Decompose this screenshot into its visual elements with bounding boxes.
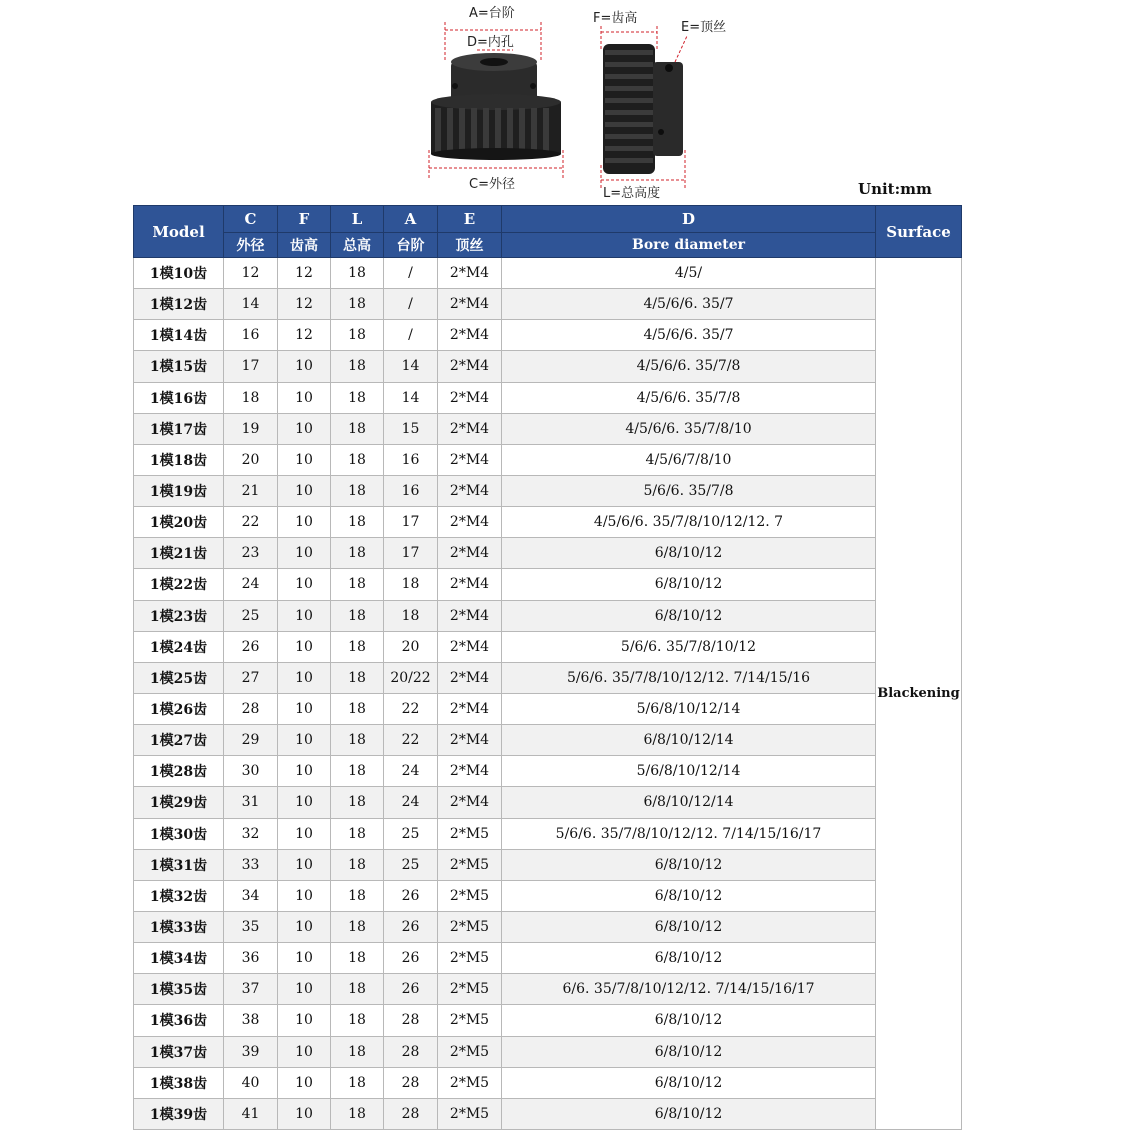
cell-c: 36 <box>224 943 278 974</box>
cell-model: 1模18齿 <box>134 444 224 475</box>
cell-model: 1模22齿 <box>134 569 224 600</box>
cell-a: 24 <box>384 756 438 787</box>
cell-f: 10 <box>278 444 331 475</box>
cell-model: 1模16齿 <box>134 382 224 413</box>
table-row <box>134 1036 962 1067</box>
cell-c: 38 <box>224 1005 278 1036</box>
cell-l: 18 <box>331 693 384 724</box>
cell-model: 1模39齿 <box>134 1098 224 1129</box>
header-f: F <box>278 206 331 233</box>
header-c-sub: 外径 <box>224 233 278 258</box>
cell-e: 2*M4 <box>438 569 502 600</box>
cell-model: 1模34齿 <box>134 943 224 974</box>
cell-a: 22 <box>384 693 438 724</box>
cell-e: 2*M4 <box>438 725 502 756</box>
cell-a: / <box>384 289 438 320</box>
cell-l: 18 <box>331 475 384 506</box>
table-row <box>134 818 962 849</box>
cell-a: 14 <box>384 382 438 413</box>
table-row <box>134 943 962 974</box>
cell-d: 5/6/6. 35/7/8 <box>502 475 876 506</box>
cell-f: 10 <box>278 351 331 382</box>
cell-e: 2*M4 <box>438 351 502 382</box>
cell-a: / <box>384 320 438 351</box>
label-f: F=齿高 <box>593 11 638 26</box>
cell-a: 24 <box>384 787 438 818</box>
table-row <box>134 444 962 475</box>
header-surface: Surface <box>876 206 962 258</box>
cell-l: 18 <box>331 1098 384 1129</box>
cell-l: 18 <box>331 351 384 382</box>
cell-l: 18 <box>331 444 384 475</box>
cell-a: 20/22 <box>384 662 438 693</box>
cell-e: 2*M4 <box>438 382 502 413</box>
cell-l: 18 <box>331 600 384 631</box>
header-a: A <box>384 206 438 233</box>
cell-model: 1模21齿 <box>134 538 224 569</box>
cell-e: 2*M5 <box>438 974 502 1005</box>
table-row <box>134 880 962 911</box>
cell-l: 18 <box>331 507 384 538</box>
cell-e: 2*M4 <box>438 662 502 693</box>
cell-f: 12 <box>278 289 331 320</box>
cell-d: 6/8/10/12 <box>502 880 876 911</box>
cell-l: 18 <box>331 320 384 351</box>
cell-c: 39 <box>224 1036 278 1067</box>
cell-e: 2*M5 <box>438 943 502 974</box>
cell-d: 4/5/6/6. 35/7/8 <box>502 351 876 382</box>
cell-e: 2*M4 <box>438 475 502 506</box>
cell-e: 2*M4 <box>438 693 502 724</box>
cell-d: 4/5/6/6. 35/7/8/10 <box>502 413 876 444</box>
cell-d: 5/6/8/10/12/14 <box>502 693 876 724</box>
cell-a: 28 <box>384 1098 438 1129</box>
cell-c: 29 <box>224 725 278 756</box>
cell-a: 22 <box>384 725 438 756</box>
cell-e: 2*M4 <box>438 538 502 569</box>
table-row <box>134 600 962 631</box>
cell-l: 18 <box>331 849 384 880</box>
cell-d: 4/5/6/6. 35/7/8 <box>502 382 876 413</box>
gear-diagram <box>425 0 735 205</box>
cell-e: 2*M5 <box>438 1005 502 1036</box>
cell-c: 24 <box>224 569 278 600</box>
cell-a: 26 <box>384 880 438 911</box>
table-row <box>134 475 962 506</box>
cell-f: 10 <box>278 382 331 413</box>
cell-d: 6/8/10/12 <box>502 538 876 569</box>
table-row <box>134 569 962 600</box>
cell-l: 18 <box>331 413 384 444</box>
table-row <box>134 974 962 1005</box>
cell-e: 2*M4 <box>438 631 502 662</box>
cell-c: 34 <box>224 880 278 911</box>
cell-model: 1模32齿 <box>134 880 224 911</box>
cell-f: 10 <box>278 943 331 974</box>
cell-c: 27 <box>224 662 278 693</box>
cell-e: 2*M5 <box>438 849 502 880</box>
cell-a: 17 <box>384 538 438 569</box>
cell-surface: Blackening <box>876 258 962 1130</box>
label-a: A=台阶 <box>469 6 515 21</box>
cell-l: 18 <box>331 943 384 974</box>
table-row <box>134 258 962 289</box>
cell-f: 10 <box>278 787 331 818</box>
cell-a: 18 <box>384 600 438 631</box>
table-row <box>134 413 962 444</box>
header-l-sub: 总高 <box>331 233 384 258</box>
cell-f: 12 <box>278 320 331 351</box>
header-d: D <box>502 206 876 233</box>
cell-l: 18 <box>331 569 384 600</box>
cell-e: 2*M5 <box>438 880 502 911</box>
cell-c: 23 <box>224 538 278 569</box>
header-c: C <box>224 206 278 233</box>
cell-a: 26 <box>384 974 438 1005</box>
cell-c: 30 <box>224 756 278 787</box>
table-row <box>134 320 962 351</box>
table-row <box>134 1098 962 1129</box>
cell-c: 14 <box>224 289 278 320</box>
cell-a: / <box>384 258 438 289</box>
cell-model: 1模14齿 <box>134 320 224 351</box>
table-row <box>134 507 962 538</box>
header-d-sub: Bore diameter <box>502 233 876 258</box>
cell-d: 4/5/6/6. 35/7/8/10/12/12. 7 <box>502 507 876 538</box>
header-f-sub: 齿高 <box>278 233 331 258</box>
cell-c: 19 <box>224 413 278 444</box>
cell-f: 10 <box>278 538 331 569</box>
cell-c: 18 <box>224 382 278 413</box>
cell-d: 5/6/8/10/12/14 <box>502 756 876 787</box>
cell-f: 10 <box>278 569 331 600</box>
cell-c: 32 <box>224 818 278 849</box>
cell-d: 4/5/ <box>502 258 876 289</box>
cell-f: 10 <box>278 475 331 506</box>
cell-f: 10 <box>278 725 331 756</box>
cell-f: 10 <box>278 413 331 444</box>
cell-d: 6/8/10/12/14 <box>502 787 876 818</box>
cell-a: 20 <box>384 631 438 662</box>
cell-e: 2*M4 <box>438 507 502 538</box>
unit-label: Unit:mm <box>858 180 932 198</box>
cell-f: 10 <box>278 974 331 1005</box>
cell-f: 10 <box>278 1036 331 1067</box>
cell-a: 25 <box>384 849 438 880</box>
cell-l: 18 <box>331 756 384 787</box>
cell-model: 1模29齿 <box>134 787 224 818</box>
gear-spec-table <box>133 205 962 1130</box>
cell-model: 1模26齿 <box>134 693 224 724</box>
cell-model: 1模35齿 <box>134 974 224 1005</box>
cell-model: 1模36齿 <box>134 1005 224 1036</box>
cell-l: 18 <box>331 538 384 569</box>
cell-model: 1模23齿 <box>134 600 224 631</box>
cell-model: 1模12齿 <box>134 289 224 320</box>
table-row <box>134 693 962 724</box>
cell-e: 2*M4 <box>438 289 502 320</box>
cell-e: 2*M5 <box>438 911 502 942</box>
label-c: C=外径 <box>469 177 515 192</box>
cell-a: 28 <box>384 1067 438 1098</box>
header-a-sub: 台阶 <box>384 233 438 258</box>
cell-l: 18 <box>331 911 384 942</box>
cell-e: 2*M5 <box>438 1067 502 1098</box>
cell-c: 37 <box>224 974 278 1005</box>
cell-a: 17 <box>384 507 438 538</box>
cell-l: 18 <box>331 1005 384 1036</box>
cell-a: 16 <box>384 444 438 475</box>
cell-l: 18 <box>331 974 384 1005</box>
cell-c: 21 <box>224 475 278 506</box>
cell-e: 2*M4 <box>438 444 502 475</box>
cell-l: 18 <box>331 880 384 911</box>
cell-e: 2*M4 <box>438 600 502 631</box>
cell-c: 40 <box>224 1067 278 1098</box>
cell-c: 35 <box>224 911 278 942</box>
table-row <box>134 849 962 880</box>
cell-d: 6/8/10/12/14 <box>502 725 876 756</box>
table-row <box>134 662 962 693</box>
cell-e: 2*M4 <box>438 320 502 351</box>
table-row <box>134 725 962 756</box>
cell-d: 6/8/10/12 <box>502 1036 876 1067</box>
cell-model: 1模15齿 <box>134 351 224 382</box>
header-e-sub: 顶丝 <box>438 233 502 258</box>
cell-f: 10 <box>278 818 331 849</box>
cell-model: 1模37齿 <box>134 1036 224 1067</box>
cell-d: 5/6/6. 35/7/8/10/12 <box>502 631 876 662</box>
cell-d: 4/5/6/6. 35/7 <box>502 320 876 351</box>
cell-e: 2*M4 <box>438 413 502 444</box>
cell-f: 10 <box>278 631 331 662</box>
table-row <box>134 351 962 382</box>
cell-f: 10 <box>278 1005 331 1036</box>
cell-model: 1模17齿 <box>134 413 224 444</box>
cell-a: 25 <box>384 818 438 849</box>
header-e: E <box>438 206 502 233</box>
gear-diagram-svg <box>425 0 735 205</box>
cell-l: 18 <box>331 1067 384 1098</box>
cell-c: 12 <box>224 258 278 289</box>
cell-a: 26 <box>384 911 438 942</box>
cell-model: 1模28齿 <box>134 756 224 787</box>
cell-f: 10 <box>278 756 331 787</box>
cell-c: 31 <box>224 787 278 818</box>
cell-f: 10 <box>278 880 331 911</box>
cell-e: 2*M5 <box>438 1036 502 1067</box>
label-l: L=总高度 <box>603 186 661 201</box>
cell-c: 41 <box>224 1098 278 1129</box>
cell-l: 18 <box>331 818 384 849</box>
cell-a: 14 <box>384 351 438 382</box>
cell-l: 18 <box>331 382 384 413</box>
cell-f: 10 <box>278 693 331 724</box>
cell-model: 1模19齿 <box>134 475 224 506</box>
table-row <box>134 631 962 662</box>
cell-l: 18 <box>331 1036 384 1067</box>
cell-d: 6/8/10/12 <box>502 943 876 974</box>
cell-f: 10 <box>278 507 331 538</box>
cell-model: 1模25齿 <box>134 662 224 693</box>
label-d: D=内孔 <box>467 35 514 50</box>
cell-d: 6/8/10/12 <box>502 1067 876 1098</box>
gear-front-view <box>431 53 561 160</box>
cell-d: 6/8/10/12 <box>502 569 876 600</box>
cell-model: 1模27齿 <box>134 725 224 756</box>
cell-d: 6/8/10/12 <box>502 1098 876 1129</box>
cell-model: 1模30齿 <box>134 818 224 849</box>
cell-l: 18 <box>331 289 384 320</box>
cell-a: 28 <box>384 1005 438 1036</box>
cell-c: 16 <box>224 320 278 351</box>
cell-d: 4/5/6/6. 35/7 <box>502 289 876 320</box>
table-body <box>134 258 962 1130</box>
cell-d: 6/8/10/12 <box>502 849 876 880</box>
cell-l: 18 <box>331 787 384 818</box>
cell-c: 20 <box>224 444 278 475</box>
cell-d: 6/8/10/12 <box>502 600 876 631</box>
cell-e: 2*M4 <box>438 258 502 289</box>
cell-f: 10 <box>278 662 331 693</box>
cell-a: 18 <box>384 569 438 600</box>
cell-e: 2*M4 <box>438 787 502 818</box>
label-e: E=顶丝 <box>681 20 727 35</box>
table-row <box>134 911 962 942</box>
header-model: Model <box>134 206 224 258</box>
header-l: L <box>331 206 384 233</box>
cell-d: 6/8/10/12 <box>502 911 876 942</box>
cell-l: 18 <box>331 258 384 289</box>
cell-l: 18 <box>331 631 384 662</box>
gear-side-view <box>603 44 683 174</box>
cell-model: 1模10齿 <box>134 258 224 289</box>
cell-l: 18 <box>331 725 384 756</box>
cell-a: 26 <box>384 943 438 974</box>
cell-f: 10 <box>278 1098 331 1129</box>
table-row <box>134 787 962 818</box>
cell-model: 1模24齿 <box>134 631 224 662</box>
cell-model: 1模38齿 <box>134 1067 224 1098</box>
cell-d: 4/5/6/7/8/10 <box>502 444 876 475</box>
cell-c: 17 <box>224 351 278 382</box>
cell-f: 12 <box>278 258 331 289</box>
cell-d: 5/6/6. 35/7/8/10/12/12. 7/14/15/16/17 <box>502 818 876 849</box>
cell-f: 10 <box>278 600 331 631</box>
cell-e: 2*M5 <box>438 818 502 849</box>
table-row <box>134 382 962 413</box>
table-row <box>134 756 962 787</box>
cell-c: 25 <box>224 600 278 631</box>
table-row <box>134 1067 962 1098</box>
cell-d: 6/6. 35/7/8/10/12/12. 7/14/15/16/17 <box>502 974 876 1005</box>
cell-d: 6/8/10/12 <box>502 1005 876 1036</box>
cell-model: 1模20齿 <box>134 507 224 538</box>
cell-a: 28 <box>384 1036 438 1067</box>
cell-c: 33 <box>224 849 278 880</box>
cell-f: 10 <box>278 911 331 942</box>
cell-e: 2*M5 <box>438 1098 502 1129</box>
cell-model: 1模31齿 <box>134 849 224 880</box>
cell-f: 10 <box>278 1067 331 1098</box>
cell-d: 5/6/6. 35/7/8/10/12/12. 7/14/15/16 <box>502 662 876 693</box>
cell-f: 10 <box>278 849 331 880</box>
cell-model: 1模33齿 <box>134 911 224 942</box>
cell-c: 22 <box>224 507 278 538</box>
cell-l: 18 <box>331 662 384 693</box>
table-row <box>134 538 962 569</box>
table-row <box>134 1005 962 1036</box>
cell-a: 16 <box>384 475 438 506</box>
table-row <box>134 289 962 320</box>
cell-a: 15 <box>384 413 438 444</box>
cell-c: 26 <box>224 631 278 662</box>
cell-e: 2*M4 <box>438 756 502 787</box>
cell-c: 28 <box>224 693 278 724</box>
